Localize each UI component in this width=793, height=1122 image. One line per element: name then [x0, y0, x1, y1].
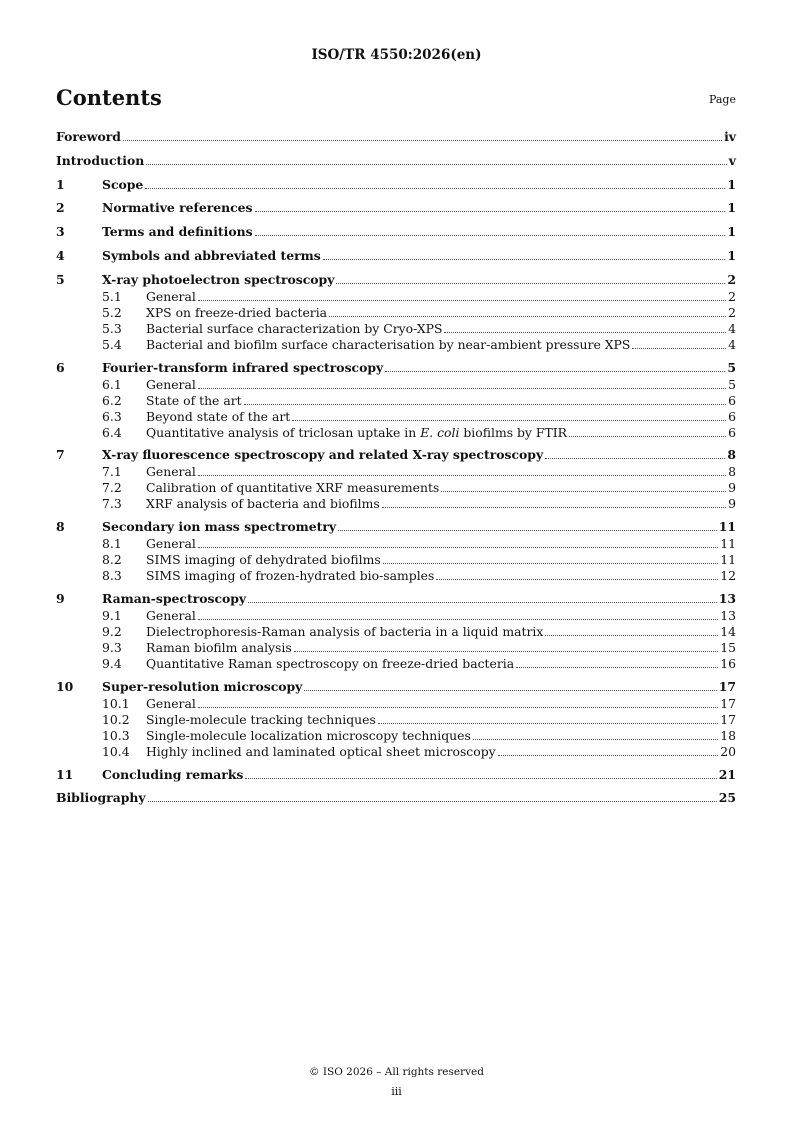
- toc-entry-title: XPS on freeze-dried bacteria: [146, 304, 328, 320]
- toc-entry-number: 10.1: [102, 695, 130, 711]
- toc-entry-title-italic: E. coli: [420, 424, 460, 440]
- toc-entry-title: Quantitative Raman spectroscopy on freeze-dried bacteria: [146, 655, 515, 671]
- toc-entry-number: 6: [56, 359, 65, 375]
- toc-entry-number: 10.3: [102, 727, 130, 743]
- toc-dot-leader: [545, 457, 725, 459]
- toc-entry-page: 15: [720, 639, 736, 655]
- toc-entry[interactable]: [56, 393, 736, 409]
- toc-entry[interactable]: [56, 464, 736, 480]
- toc-entry-page: 20: [720, 743, 736, 759]
- toc-entry[interactable]: [56, 744, 736, 760]
- toc-entry-page: 17: [720, 711, 736, 727]
- toc-entry-title: General: [146, 695, 196, 711]
- toc-entry-title: Calibration of quantitative XRF measurements: [146, 480, 440, 496]
- toc-entry[interactable]: [56, 640, 736, 656]
- toc-entry-number: 5.3: [102, 320, 122, 336]
- toc-dot-leader: [473, 738, 718, 740]
- toc-dot-leader: [329, 315, 726, 317]
- toc-entry-page: 11: [720, 536, 736, 552]
- toc-entry-number: 10.4: [102, 743, 130, 759]
- toc-dot-leader: [294, 650, 718, 652]
- toc-entry-number: 1: [56, 176, 65, 192]
- toc-dot-leader: [245, 777, 716, 779]
- toc-dot-leader: [304, 689, 716, 691]
- toc-entry[interactable]: [56, 446, 736, 464]
- toc-entry-number: 8: [56, 519, 65, 535]
- toc-entry[interactable]: [56, 728, 736, 744]
- footer-copyright: © ISO 2026 – All rights reserved: [309, 1066, 484, 1078]
- toc-entry-number: 7: [56, 447, 65, 463]
- toc-entry-title: XRF analysis of bacteria and biofilms: [146, 496, 380, 512]
- toc-entry[interactable]: [56, 223, 736, 241]
- toc-entry-number: 10.2: [102, 711, 130, 727]
- toc-entry-page: 9: [728, 496, 736, 512]
- toc-dot-leader: [545, 634, 718, 636]
- toc-dot-leader: [198, 474, 726, 476]
- toc-dot-leader: [198, 299, 726, 301]
- toc-entry-number: 9.1: [102, 607, 122, 623]
- toc-entry-number: 8.2: [102, 552, 122, 568]
- document-id: ISO/TR 4550:2026(en): [311, 47, 482, 63]
- toc-entry-number: 7.1: [102, 464, 122, 480]
- toc-entry[interactable]: [56, 289, 736, 305]
- toc-entry-number: 6.4: [102, 424, 122, 440]
- toc-entry-title: Bibliography: [56, 790, 146, 806]
- toc-entry[interactable]: [56, 656, 736, 672]
- toc-entry-number: 2: [56, 200, 65, 216]
- toc-entry[interactable]: [56, 321, 736, 337]
- toc-entry-number: 7.2: [102, 480, 122, 496]
- toc-entry-number: 5.1: [102, 288, 122, 304]
- toc-entry-page: 11: [718, 519, 736, 535]
- toc-entry[interactable]: [56, 377, 736, 393]
- toc-entry-number: 8.1: [102, 536, 122, 552]
- toc-dot-leader: [338, 529, 717, 531]
- toc-entry-title: General: [146, 288, 196, 304]
- toc-entry-title: X-ray fluorescence spectroscopy and related X-ray spectroscopy: [102, 447, 544, 463]
- toc-entry[interactable]: [56, 359, 736, 377]
- toc-dot-leader: [323, 258, 726, 260]
- toc-entry-title: Single-molecule localization microscopy techniques: [146, 727, 471, 743]
- toc-entry-title: Raman biofilm analysis: [146, 639, 292, 655]
- toc-entry-number: 9.3: [102, 639, 122, 655]
- toc-dot-leader: [632, 347, 726, 349]
- toc-entry-title: [146, 425, 567, 441]
- toc-entry-title: Raman-spectroscopy: [102, 590, 247, 606]
- toc-dot-leader: [444, 331, 726, 333]
- toc-entry[interactable]: [56, 247, 736, 265]
- toc-entry-number: 6.1: [102, 376, 122, 392]
- toc-dot-leader: [146, 163, 727, 165]
- toc-entry-page: 1: [727, 247, 736, 263]
- toc-entry-page: 12: [720, 568, 736, 584]
- toc-entry-number: 5.2: [102, 304, 122, 320]
- toc-entry-title: Introduction: [56, 152, 145, 168]
- toc-entry[interactable]: [56, 480, 736, 496]
- toc-dot-leader: [292, 419, 726, 421]
- toc-entry-title: Foreword: [56, 129, 121, 144]
- toc-entry-page: 1: [727, 224, 736, 240]
- toc-dot-leader: [383, 562, 719, 564]
- toc-entry[interactable]: [56, 152, 736, 170]
- toc-entry-title: Fourier-transform infrared spectroscopy: [102, 359, 384, 375]
- toc-entry-title: SIMS imaging of dehydrated biofilms: [146, 552, 381, 568]
- toc-entry[interactable]: [56, 176, 736, 194]
- toc-entry-page: 17: [720, 695, 736, 711]
- toc-entry-title: Single-molecule tracking techniques: [146, 711, 376, 727]
- toc-entry-title: Scope: [102, 176, 144, 192]
- toc-entry-number: 10: [56, 678, 74, 694]
- toc-entry[interactable]: [56, 518, 736, 536]
- footer-page-number: iii: [391, 1085, 402, 1098]
- toc-entry[interactable]: [56, 766, 736, 784]
- toc-entry[interactable]: [56, 536, 736, 552]
- toc-dot-leader: [516, 666, 718, 668]
- toc-entry[interactable]: [56, 305, 736, 321]
- toc-entry[interactable]: [56, 271, 736, 289]
- toc-entry-title: Terms and definitions: [102, 224, 253, 240]
- toc-dot-leader: [569, 435, 726, 437]
- toc-entry[interactable]: [56, 696, 736, 712]
- toc-entry-title: Beyond state of the art: [146, 408, 291, 424]
- toc-dot-leader: [145, 187, 725, 189]
- toc-entry-page: 16: [720, 655, 736, 671]
- toc-dot-leader: [441, 490, 726, 492]
- toc-entry-page: 5: [728, 376, 736, 392]
- toc-dot-leader: [198, 706, 718, 708]
- toc-entry-title-part: Quantitative analysis of triclosan uptake in: [146, 424, 421, 440]
- toc-entry-page: 17: [718, 678, 736, 694]
- toc-entry-page: 14: [720, 623, 736, 639]
- toc-dot-leader: [198, 618, 718, 620]
- toc-entry-title: Normative references: [102, 200, 253, 216]
- toc-entry[interactable]: [56, 590, 736, 608]
- toc-dot-leader: [336, 282, 725, 284]
- toc-entry-title-part: biofilms by FTIR: [459, 424, 567, 440]
- toc-dot-leader: [382, 506, 726, 508]
- toc-entry-number: 9: [56, 590, 65, 606]
- contents-title: Contents: [56, 85, 162, 110]
- toc-entry-page: 18: [720, 727, 736, 743]
- toc-entry[interactable]: [56, 789, 736, 807]
- toc-entry-title: Highly inclined and laminated optical sheet microscopy: [146, 743, 496, 759]
- toc-entry-page: 8: [728, 464, 736, 480]
- toc-entry[interactable]: [56, 712, 736, 728]
- toc-entry-title: General: [146, 536, 196, 552]
- toc-entry-page: 2: [727, 271, 736, 287]
- toc-entry-page: 9: [728, 480, 736, 496]
- toc-entry[interactable]: [56, 337, 736, 353]
- toc-entry-page: v: [728, 152, 736, 168]
- toc-dot-leader: [378, 722, 718, 724]
- toc-entry[interactable]: [56, 199, 736, 217]
- toc-entry-number: 5: [56, 271, 65, 287]
- toc-entry-page: 1: [727, 200, 736, 216]
- toc-dot-leader: [385, 370, 725, 372]
- toc-entry-title: SIMS imaging of frozen-hydrated bio-samples: [146, 568, 435, 584]
- toc-entry-page: 25: [718, 790, 736, 806]
- toc-entry-page: 11: [720, 552, 736, 568]
- toc-entry-page: 8: [727, 447, 736, 463]
- toc-entry-number: 11: [56, 766, 74, 782]
- toc-entry-title: General: [146, 464, 196, 480]
- toc-entry-page: 21: [718, 766, 736, 782]
- toc-entry-page: 13: [720, 607, 736, 623]
- toc-entry-title: Concluding remarks: [102, 766, 244, 782]
- toc-entry-number: 6.2: [102, 392, 122, 408]
- toc-entry-page: 13: [718, 590, 736, 606]
- toc-entry-number: 8.3: [102, 568, 122, 584]
- toc-entry[interactable]: [56, 608, 736, 624]
- toc-entry-title: General: [146, 607, 196, 623]
- toc-entry-number: 4: [56, 247, 65, 263]
- toc-entry[interactable]: [56, 425, 736, 441]
- toc-entry[interactable]: [56, 409, 736, 425]
- toc-entry-page: 2: [728, 304, 736, 320]
- toc-entry[interactable]: [56, 128, 736, 146]
- toc-entry-title: State of the art: [146, 392, 242, 408]
- toc-entry-number: 9.2: [102, 623, 122, 639]
- toc-entry-title: Bacterial surface characterization by Cryo-XPS: [146, 320, 443, 336]
- toc-entry-number: 6.3: [102, 408, 122, 424]
- toc-entry-page: 5: [727, 359, 736, 375]
- toc-dot-leader: [244, 403, 726, 405]
- toc-entry-number: 5.4: [102, 336, 122, 352]
- toc-entry-title: Symbols and abbreviated terms: [102, 247, 321, 263]
- toc-dot-leader: [436, 578, 718, 580]
- toc-entry-page: 6: [728, 408, 736, 424]
- toc-entry[interactable]: [56, 552, 736, 568]
- toc-dot-leader: [123, 139, 722, 141]
- toc-entry-title: Dielectrophoresis-Raman analysis of bacteria in a liquid matrix: [146, 623, 544, 639]
- toc-dot-leader: [198, 387, 726, 389]
- toc-entry-title: Super-resolution microscopy: [102, 678, 303, 694]
- toc-entry-title: X-ray photoelectron spectroscopy: [102, 271, 335, 287]
- toc-entry[interactable]: [56, 496, 736, 512]
- toc-entry-page: 6: [728, 392, 736, 408]
- toc-entry-number: 7.3: [102, 496, 122, 512]
- toc-dot-leader: [198, 546, 718, 548]
- toc-dot-leader: [255, 234, 726, 236]
- toc-dot-leader: [148, 800, 717, 802]
- toc-dot-leader: [498, 754, 719, 756]
- toc-entry-title: Bacterial and biofilm surface characterisation by near-ambient pressure XPS: [146, 336, 631, 352]
- toc-entry-page: 4: [728, 336, 736, 352]
- toc-dot-leader: [255, 210, 726, 212]
- toc-dot-leader: [248, 601, 717, 603]
- toc-entry[interactable]: [56, 624, 736, 640]
- toc-entry-number: 3: [56, 224, 65, 240]
- toc-entry-title: General: [146, 376, 196, 392]
- toc-entry[interactable]: [56, 678, 736, 696]
- toc-entry-page: 4: [728, 320, 736, 336]
- toc-entry-page: iv: [724, 129, 736, 144]
- table-of-contents: [56, 128, 736, 807]
- toc-entry-title: Secondary ion mass spectrometry: [102, 519, 337, 535]
- page-column-label: Page: [708, 93, 736, 106]
- toc-entry[interactable]: [56, 568, 736, 584]
- toc-entry-page: 2: [728, 288, 736, 304]
- toc-entry-page: 1: [727, 176, 736, 192]
- toc-entry-number: 9.4: [102, 655, 122, 671]
- toc-entry-page: 6: [728, 424, 736, 440]
